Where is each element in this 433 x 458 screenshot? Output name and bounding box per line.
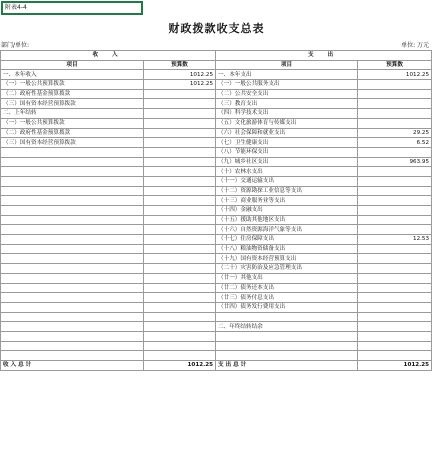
income-value-cell[interactable]: 1012.25 bbox=[144, 70, 216, 80]
expense-item-cell[interactable] bbox=[216, 331, 358, 341]
expense-value-cell[interactable] bbox=[358, 293, 432, 303]
expense-item-cell[interactable]: （廿三）债务付息支出 bbox=[216, 293, 358, 303]
expense-value-cell[interactable] bbox=[358, 225, 432, 235]
expense-item-cell[interactable]: （二十）灾害防治及应急管理支出 bbox=[216, 264, 358, 274]
table-row bbox=[1, 70, 432, 80]
expense-value-cell[interactable] bbox=[358, 89, 432, 99]
table-row bbox=[1, 109, 432, 119]
income-item-cell[interactable]: （三）国有资本经营预算拨款 bbox=[1, 138, 144, 148]
income-value-cell[interactable] bbox=[144, 118, 216, 128]
expense-value-cell[interactable] bbox=[358, 206, 432, 216]
expense-item-cell[interactable] bbox=[216, 341, 358, 351]
expense-item-cell[interactable]: （二）公共安全支出 bbox=[216, 89, 358, 99]
income-item-cell[interactable] bbox=[1, 341, 144, 351]
income-value-cell[interactable] bbox=[144, 206, 216, 216]
table-row bbox=[1, 254, 432, 264]
income-item-cell[interactable]: （一）一般公共预算拨款 bbox=[1, 118, 144, 128]
income-item-cell[interactable] bbox=[1, 176, 144, 186]
expense-item-cell[interactable]: （十三）商业服务业等支出 bbox=[216, 196, 358, 206]
income-item-cell[interactable] bbox=[1, 186, 144, 196]
selected-cell[interactable]: 附表4-4 bbox=[1, 1, 143, 15]
expense-total-label[interactable]: 支 出 总 计 bbox=[216, 361, 358, 371]
unit-label: 单位: 万元 bbox=[401, 42, 429, 49]
expense-value-cell[interactable]: 6.52 bbox=[358, 138, 432, 148]
expense-value-cell[interactable] bbox=[358, 215, 432, 225]
income-item-cell[interactable] bbox=[1, 302, 144, 312]
expense-value-cell[interactable] bbox=[358, 264, 432, 274]
expense-value-cell[interactable] bbox=[358, 186, 432, 196]
expense-item-cell[interactable] bbox=[216, 312, 358, 322]
expense-item-cell[interactable]: （一）一般公共服务支出 bbox=[216, 80, 358, 90]
expense-item-cell[interactable]: （十四）金融支出 bbox=[216, 206, 358, 216]
income-budget-header[interactable]: 预算数 bbox=[144, 60, 216, 70]
expense-item-cell[interactable]: （十）农林水支出 bbox=[216, 167, 358, 177]
income-total-value[interactable]: 1012.25 bbox=[144, 361, 216, 371]
expense-value-cell[interactable] bbox=[358, 322, 432, 332]
income-value-cell[interactable] bbox=[144, 331, 216, 341]
header-row-1 bbox=[1, 51, 432, 61]
income-item-cell[interactable]: 二、上年结转 bbox=[1, 109, 144, 119]
expense-value-cell[interactable] bbox=[358, 312, 432, 322]
table-row bbox=[1, 235, 432, 245]
income-value-cell[interactable] bbox=[144, 147, 216, 157]
income-value-cell[interactable] bbox=[144, 293, 216, 303]
table-row bbox=[1, 225, 432, 235]
income-item-cell[interactable] bbox=[1, 264, 144, 274]
table-row bbox=[1, 322, 432, 332]
income-item-cell[interactable] bbox=[1, 215, 144, 225]
income-item-cell[interactable] bbox=[1, 244, 144, 254]
expense-value-cell[interactable] bbox=[358, 147, 432, 157]
finance-table bbox=[0, 50, 432, 371]
income-value-cell[interactable] bbox=[144, 254, 216, 264]
income-value-cell[interactable] bbox=[144, 196, 216, 206]
income-value-cell[interactable] bbox=[144, 215, 216, 225]
table-row bbox=[1, 244, 432, 254]
expense-item-cell[interactable]: （九）城乡社区支出 bbox=[216, 157, 358, 167]
expense-value-cell[interactable] bbox=[358, 254, 432, 264]
income-item-cell[interactable] bbox=[1, 351, 144, 361]
expense-item-cell[interactable]: 一、本年支出 bbox=[216, 70, 358, 80]
income-item-cell[interactable] bbox=[1, 322, 144, 332]
expense-value-cell[interactable]: 29.25 bbox=[358, 128, 432, 138]
income-value-cell[interactable] bbox=[144, 302, 216, 312]
expense-value-cell[interactable] bbox=[358, 331, 432, 341]
expense-item-header[interactable]: 项目 bbox=[216, 60, 358, 70]
table-row bbox=[1, 186, 432, 196]
table-row bbox=[1, 351, 432, 361]
income-item-cell[interactable]: （二）政府性基金预算拨款 bbox=[1, 89, 144, 99]
expense-value-cell[interactable]: 963.95 bbox=[358, 157, 432, 167]
expense-item-cell[interactable]: （七）卫生健康支出 bbox=[216, 138, 358, 148]
table-row bbox=[1, 264, 432, 274]
income-value-cell[interactable] bbox=[144, 283, 216, 293]
expense-item-cell[interactable]: （十九）国有资本经营预算支出 bbox=[216, 254, 358, 264]
income-total-label[interactable]: 收 入 总 计 bbox=[1, 361, 144, 371]
expense-item-cell[interactable]: （六）社会保障和就业支出 bbox=[216, 128, 358, 138]
expense-value-cell[interactable]: 12.53 bbox=[358, 235, 432, 245]
income-value-cell[interactable] bbox=[144, 264, 216, 274]
expense-value-cell[interactable] bbox=[358, 273, 432, 283]
income-value-cell[interactable] bbox=[144, 186, 216, 196]
table-row bbox=[1, 312, 432, 322]
expense-item-cell[interactable]: （五）文化旅游体育与传媒支出 bbox=[216, 118, 358, 128]
expense-value-cell[interactable] bbox=[358, 80, 432, 90]
dept-label: 部门/单位: bbox=[1, 42, 30, 49]
income-value-cell[interactable] bbox=[144, 225, 216, 235]
income-item-cell[interactable] bbox=[1, 254, 144, 264]
table-row bbox=[1, 167, 432, 177]
income-value-cell[interactable] bbox=[144, 99, 216, 109]
table-row bbox=[1, 80, 432, 90]
income-item-cell[interactable] bbox=[1, 196, 144, 206]
expense-total-value[interactable]: 1012.25 bbox=[358, 361, 432, 371]
table-body bbox=[1, 51, 432, 371]
expense-item-cell[interactable]: （三）教育支出 bbox=[216, 99, 358, 109]
expense-value-cell[interactable] bbox=[358, 351, 432, 361]
income-value-cell[interactable]: 1012.25 bbox=[144, 80, 216, 90]
table-row bbox=[1, 147, 432, 157]
income-value-cell[interactable] bbox=[144, 341, 216, 351]
expense-item-cell[interactable]: （四）科学技术支出 bbox=[216, 109, 358, 119]
expense-item-cell[interactable]: （十六）自然资源海洋气象等支出 bbox=[216, 225, 358, 235]
income-item-cell[interactable] bbox=[1, 206, 144, 216]
table-row bbox=[1, 157, 432, 167]
income-value-cell[interactable] bbox=[144, 351, 216, 361]
table-row bbox=[1, 206, 432, 216]
table-row bbox=[1, 273, 432, 283]
expense-value-cell[interactable] bbox=[358, 283, 432, 293]
expense-item-cell[interactable]: （十五）援助其他地区支出 bbox=[216, 215, 358, 225]
income-value-cell[interactable] bbox=[144, 244, 216, 254]
income-item-cell[interactable]: 一、本年收入 bbox=[1, 70, 144, 80]
expense-value-cell[interactable] bbox=[358, 176, 432, 186]
income-value-cell[interactable] bbox=[144, 109, 216, 119]
income-item-cell[interactable] bbox=[1, 147, 144, 157]
table-row bbox=[1, 331, 432, 341]
expense-budget-header[interactable]: 预算数 bbox=[358, 60, 432, 70]
table-row bbox=[1, 118, 432, 128]
expense-item-cell[interactable]: （廿二）债务还本支出 bbox=[216, 283, 358, 293]
expense-value-cell[interactable] bbox=[358, 167, 432, 177]
expense-item-cell[interactable]: （十七）住房保障支出 bbox=[216, 235, 358, 245]
expense-value-cell[interactable] bbox=[358, 302, 432, 312]
income-item-cell[interactable] bbox=[1, 225, 144, 235]
expense-item-cell[interactable]: （十八）粮油物资储备支出 bbox=[216, 244, 358, 254]
expense-value-cell[interactable] bbox=[358, 109, 432, 119]
income-value-cell[interactable] bbox=[144, 89, 216, 99]
table-row bbox=[1, 138, 432, 148]
income-value-cell[interactable] bbox=[144, 176, 216, 186]
income-item-header[interactable]: 项目 bbox=[1, 60, 144, 70]
income-value-cell[interactable] bbox=[144, 167, 216, 177]
expense-item-cell[interactable]: （廿一）其他支出 bbox=[216, 273, 358, 283]
expense-value-cell[interactable] bbox=[358, 118, 432, 128]
expense-value-cell[interactable] bbox=[358, 341, 432, 351]
expense-item-cell[interactable]: 二、年终结转结余 bbox=[216, 322, 358, 332]
income-value-cell[interactable] bbox=[144, 273, 216, 283]
table-row bbox=[1, 128, 432, 138]
expense-value-cell[interactable]: 1012.25 bbox=[358, 70, 432, 80]
expense-item-cell[interactable]: （十一）交通运输支出 bbox=[216, 176, 358, 186]
income-value-cell[interactable] bbox=[144, 322, 216, 332]
income-value-cell[interactable] bbox=[144, 312, 216, 322]
table-row bbox=[1, 89, 432, 99]
expense-item-cell[interactable]: （廿四）债务发行费用支出 bbox=[216, 302, 358, 312]
income-header[interactable]: 收 入 bbox=[1, 51, 216, 61]
table-row bbox=[1, 283, 432, 293]
income-item-cell[interactable] bbox=[1, 331, 144, 341]
income-value-cell[interactable] bbox=[144, 235, 216, 245]
table-row bbox=[1, 341, 432, 351]
sheet-title: 财政拨款收支总表 bbox=[168, 22, 265, 35]
income-item-cell[interactable]: （三）国有资本经营预算拨款 bbox=[1, 99, 144, 109]
income-item-cell[interactable] bbox=[1, 235, 144, 245]
expense-item-cell[interactable]: （十二）资源勘探工业信息等支出 bbox=[216, 186, 358, 196]
table-row bbox=[1, 196, 432, 206]
income-item-cell[interactable] bbox=[1, 283, 144, 293]
income-value-cell[interactable] bbox=[144, 157, 216, 167]
income-value-cell[interactable] bbox=[144, 128, 216, 138]
total-row bbox=[1, 361, 432, 371]
expense-value-cell[interactable] bbox=[358, 196, 432, 206]
table-row bbox=[1, 302, 432, 312]
income-value-cell[interactable] bbox=[144, 138, 216, 148]
income-item-cell[interactable]: （二）政府性基金预算拨款 bbox=[1, 128, 144, 138]
expense-value-cell[interactable] bbox=[358, 244, 432, 254]
table-row bbox=[1, 99, 432, 109]
table-row bbox=[1, 176, 432, 186]
expense-item-cell[interactable] bbox=[216, 351, 358, 361]
income-item-cell[interactable] bbox=[1, 167, 144, 177]
income-item-cell[interactable] bbox=[1, 157, 144, 167]
table-row bbox=[1, 293, 432, 303]
table-row bbox=[1, 215, 432, 225]
income-item-cell[interactable]: （一）一般公共预算拨款 bbox=[1, 80, 144, 90]
income-item-cell[interactable] bbox=[1, 273, 144, 283]
header-row-2 bbox=[1, 60, 432, 70]
expense-header[interactable]: 支 出 bbox=[216, 51, 432, 61]
income-item-cell[interactable] bbox=[1, 312, 144, 322]
expense-value-cell[interactable] bbox=[358, 99, 432, 109]
expense-item-cell[interactable]: （八）节能环保支出 bbox=[216, 147, 358, 157]
income-item-cell[interactable] bbox=[1, 293, 144, 303]
